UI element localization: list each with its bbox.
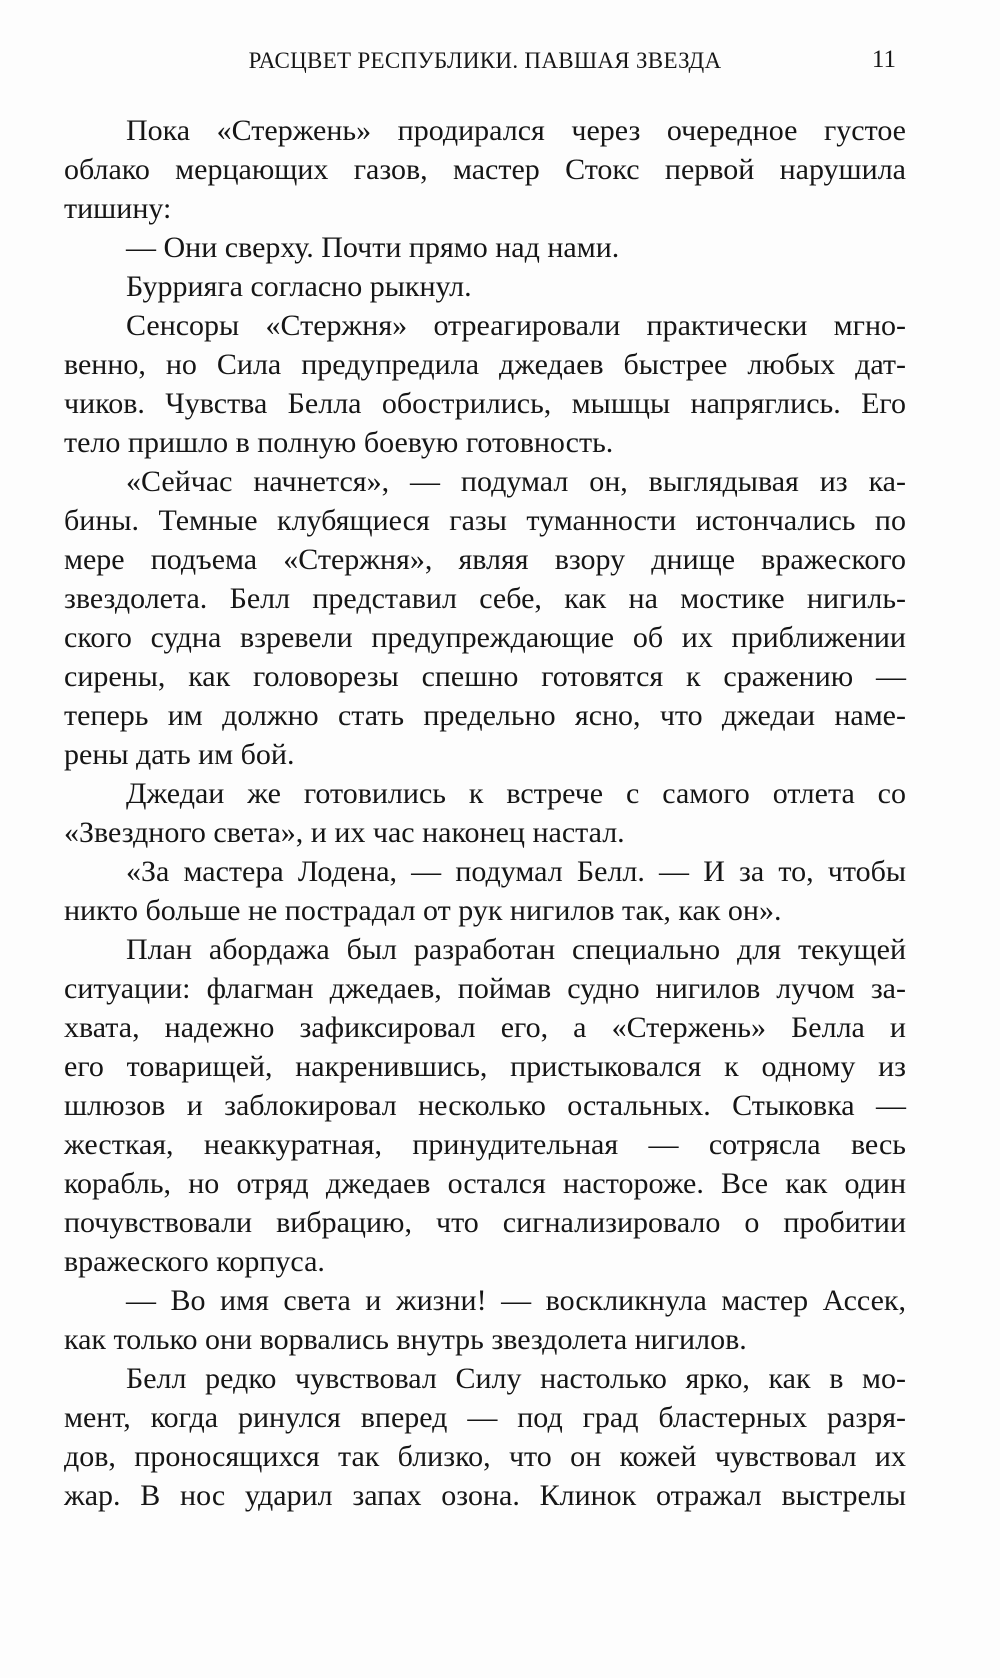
page-number: 11 xyxy=(871,46,896,73)
text-line: — Они сверху. Почти прямо над нами. xyxy=(126,231,620,264)
text-line: теперь им должно стать предельно ясно, что джедаи наме- xyxy=(64,699,906,732)
text-line: Буррияга согласно рыкнул. xyxy=(126,270,472,303)
text-line: никто больше не пострадал от рук нигилов так, как он». xyxy=(64,894,782,927)
text-line: План абордажа был разработан специально для текущей xyxy=(126,933,906,966)
page-body-text xyxy=(64,111,906,1515)
text-line: шлюзов и заблокировал несколько остальных. Стыковка — xyxy=(64,1089,906,1122)
text-line: мере подъема «Стержня», являя взору днище вражеского xyxy=(64,543,906,576)
text-line: Белл редко чувствовал Силу настолько ярко, как в мо- xyxy=(126,1362,906,1395)
text-line: ситуации: флагман джедаев, поймав судно нигилов лучом за- xyxy=(64,972,906,1005)
text-line: венно, но Сила предупредила джедаев быстрее любых дат- xyxy=(64,348,906,381)
text-line: дов, проносящихся так близко, что он кожей чувствовал их xyxy=(64,1440,906,1473)
text-line: чиков. Чувства Белла обострились, мышцы напряглись. Его xyxy=(64,387,906,420)
text-line: хвата, надежно зафиксировал его, а «Стержень» Белла и xyxy=(64,1011,906,1044)
running-header-title: РАСЦВЕТ РЕСПУБЛИКИ. ПАВШАЯ ЗВЕЗДА xyxy=(248,48,722,73)
text-line: мент, когда ринулся вперед — под град бластерных разря- xyxy=(64,1401,906,1434)
text-line: как только они ворвались внутрь звездолета нигилов. xyxy=(64,1323,747,1356)
text-line: «Звездного света», и их час наконец настал. xyxy=(64,816,625,849)
text-line: ского судна взревели предупреждающие об их приближении xyxy=(64,621,906,654)
text-line: облако мерцающих газов, мастер Стокс первой нарушила xyxy=(64,153,906,186)
text-line: его товарищей, накренившись, пристыковался к одному из xyxy=(64,1050,906,1083)
text-line: Сенсоры «Стержня» отреагировали практически мгно- xyxy=(126,309,906,342)
text-line: вражеского корпуса. xyxy=(64,1245,325,1278)
text-line: жар. В нос ударил запах озона. Клинок отражал выстрелы xyxy=(64,1479,906,1512)
text-line: почувствовали вибрацию, что сигнализировало о пробитии xyxy=(64,1206,906,1239)
running-header xyxy=(64,44,906,80)
text-line: тишину: xyxy=(64,192,172,225)
text-line: «Сейчас начнется», — подумал он, выглядывая из ка- xyxy=(126,465,906,498)
text-line: — Во имя света и жизни! — воскликнула мастер Ассек, xyxy=(126,1284,906,1317)
text-line: Джедаи же готовились к встрече с самого отлета со xyxy=(126,777,906,810)
text-line: «За мастера Лодена, — подумал Белл. — И за то, чтобы xyxy=(126,855,906,888)
text-line: бины. Темные клубящиеся газы туманности истончались по xyxy=(64,504,906,537)
text-line: жесткая, неаккуратная, принудительная — сотрясла весь xyxy=(64,1128,906,1161)
text-line: рены дать им бой. xyxy=(64,738,295,771)
text-line: Пока «Стержень» продирался через очередное густое xyxy=(126,114,906,147)
text-line: тело пришло в полную боевую готовность. xyxy=(64,426,614,459)
text-line: сирены, как головорезы спешно готовятся к сражению — xyxy=(64,660,906,693)
text-line: звездолета. Белл представил себе, как на мостике нигиль- xyxy=(64,582,906,615)
text-line: корабль, но отряд джедаев остался настороже. Все как один xyxy=(64,1167,906,1200)
